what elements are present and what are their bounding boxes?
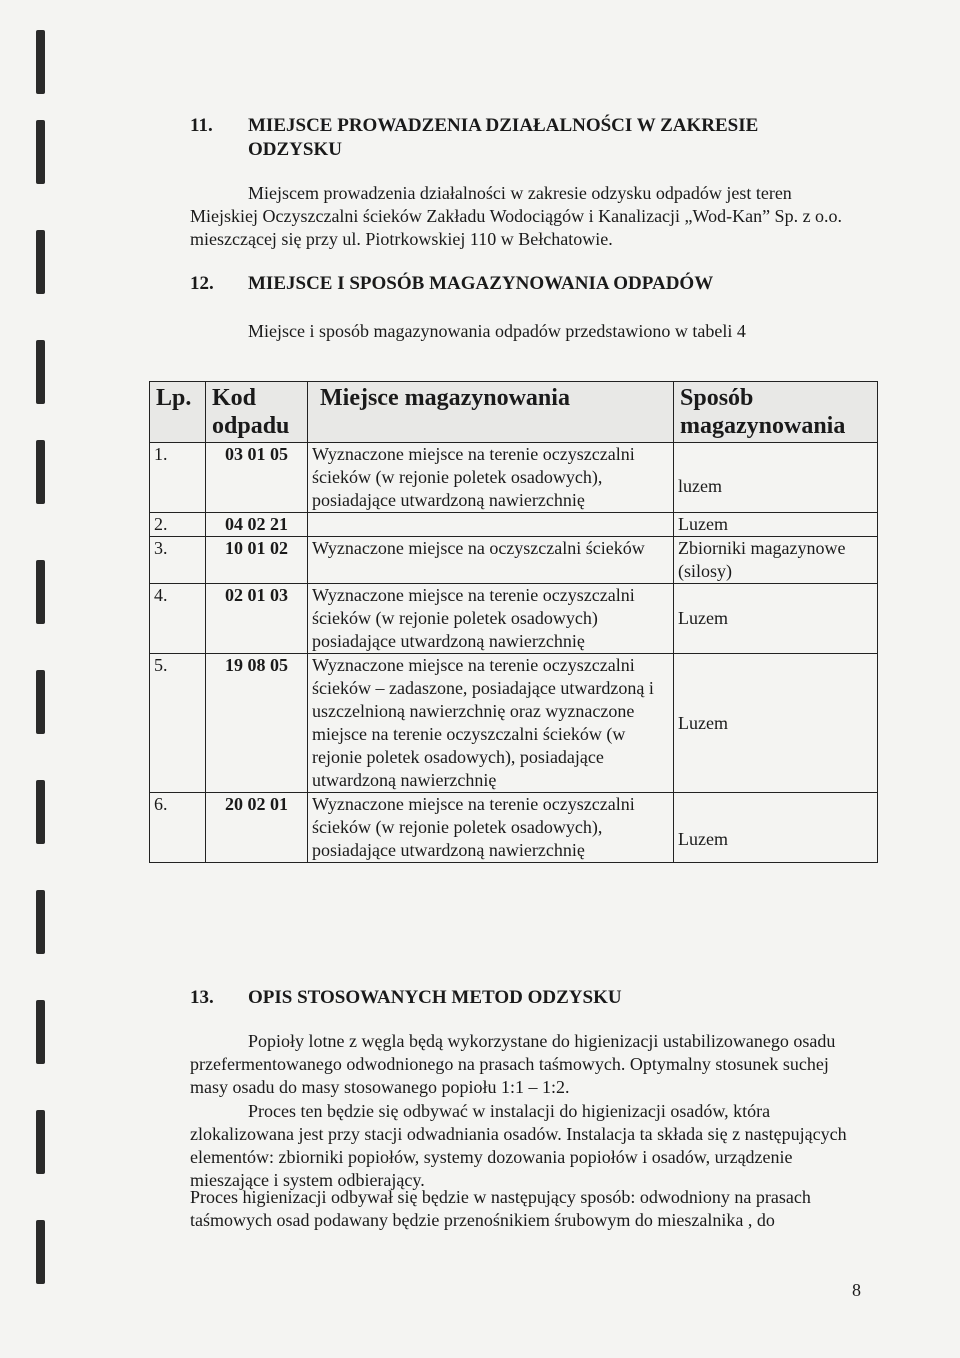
cell-lp: 5. xyxy=(150,654,206,793)
cell-lp: 1. xyxy=(150,443,206,513)
section-13-paragraph-2: Proces ten będzie się odbywać w instalacji do higienizacji osadów, która zlokalizowana jest przy stacji odwadniania osadów. Instalacja ta składa się z następujących elementów: zbiorniki popiołów, systemy dozowania popiołów i osadów, urządzenie mieszające i system odbierający. xyxy=(190,1101,847,1190)
section-number: 12. xyxy=(190,273,214,294)
cell-kod: 02 01 03 xyxy=(206,584,308,654)
section-number: 13. xyxy=(190,987,214,1008)
section-13-heading xyxy=(190,986,890,1010)
cell-miejsce xyxy=(308,513,674,537)
cell-kod: 20 02 01 xyxy=(206,793,308,863)
cell-miejsce: Wyznaczone miejsce na terenie oczyszczalni ścieków – zadaszone, posiadające utwardzoną i uszczelnioną nawierzchnię oraz wyznaczone miejsce na terenie oczyszczalni ścieków (w rejonie poletek osadowych), posiadające utwardzoną nawierzchnię xyxy=(308,654,674,793)
binding-hole xyxy=(36,440,45,504)
section-number: 11. xyxy=(190,115,213,136)
cell-lp: 6. xyxy=(150,793,206,863)
binding-hole xyxy=(36,1220,45,1284)
table-row xyxy=(150,513,878,537)
binding-hole xyxy=(36,120,45,184)
binding-hole xyxy=(36,30,45,94)
section-11-body: Miejscem prowadzenia działalności w zakresie odzysku odpadów jest teren Miejskiej Oczyszczalni ścieków Zakładu Wodociągów i Kanalizacji „Wod-Kan” Sp. z o.o. mieszczącej się przy ul. Piotrkowskiej 110 w Bełchatowie. xyxy=(190,183,843,249)
table-row xyxy=(150,793,878,863)
waste-storage-table xyxy=(149,381,878,863)
section-title: OPIS STOSOWANYCH METOD ODZYSKU xyxy=(248,987,622,1008)
binding-hole xyxy=(36,780,45,844)
cell-kod: 10 01 02 xyxy=(206,537,308,584)
table-row xyxy=(150,584,878,654)
binding-hole xyxy=(36,1000,45,1064)
section-12-heading xyxy=(190,272,890,296)
cell-lp: 3. xyxy=(150,537,206,584)
cell-miejsce: Wyznaczone miejsce na terenie oczyszczalni ścieków (w rejonie poletek osadowych) posiadające utwardzoną nawierzchnię xyxy=(308,584,674,654)
table-row xyxy=(150,443,878,513)
binding-hole xyxy=(36,890,45,954)
section-12-body: Miejsce i sposób magazynowania odpadów przedstawiono w tabeli 4 xyxy=(248,321,746,341)
page-number: 8 xyxy=(852,1280,861,1300)
section-11-heading xyxy=(190,114,890,162)
cell-kod: 04 02 21 xyxy=(206,513,308,537)
binding-hole xyxy=(36,230,45,294)
table-row xyxy=(150,654,878,793)
cell-sposob: Zbiorniki magazynowe (silosy) xyxy=(674,537,878,584)
section-13-paragraph-3: Proces higienizacji odbywał się będzie w następujący sposób: odwodniony na prasach taśmowych osad podawany będzie przenośnikiem śrubowym do mieszalnika , do xyxy=(190,1187,811,1230)
header-lp: Lp. xyxy=(150,382,206,443)
cell-miejsce: Wyznaczone miejsce na terenie oczyszczalni ścieków (w rejonie poletek osadowych), posiadające utwardzoną nawierzchnię xyxy=(308,793,674,863)
cell-miejsce: Wyznaczone miejsce na terenie oczyszczalni ścieków (w rejonie poletek osadowych), posiadające utwardzoną nawierzchnię xyxy=(308,443,674,513)
binding-hole xyxy=(36,1110,45,1174)
section-title: MIEJSCE PROWADZENIA DZIAŁALNOŚCI W ZAKRESIE ODZYSKU xyxy=(248,115,759,160)
cell-sposob: Luzem xyxy=(674,654,878,793)
header-sposob: Sposób magazynowania xyxy=(674,382,878,443)
binding-hole xyxy=(36,560,45,624)
cell-sposob: Luzem xyxy=(674,584,878,654)
table-row xyxy=(150,537,878,584)
section-title: MIEJSCE I SPOSÓB MAGAZYNOWANIA ODPADÓW xyxy=(248,273,714,294)
table-header-row xyxy=(150,382,878,443)
header-miejsce: Miejsce magazynowania xyxy=(308,382,674,443)
cell-sposob: luzem xyxy=(674,443,878,513)
cell-kod: 19 08 05 xyxy=(206,654,308,793)
cell-lp: 4. xyxy=(150,584,206,654)
cell-miejsce: Wyznaczone miejsce na oczyszczalni ścieków xyxy=(308,537,674,584)
cell-sposob: Luzem xyxy=(674,793,878,863)
cell-lp: 2. xyxy=(150,513,206,537)
cell-kod: 03 01 05 xyxy=(206,443,308,513)
binding-hole xyxy=(36,670,45,734)
binding-hole xyxy=(36,340,45,404)
cell-sposob: Luzem xyxy=(674,513,878,537)
section-13-paragraph-1: Popioły lotne z węgla będą wykorzystane do higienizacji ustabilizowanego osadu przefermentowanego odwodnionego na prasach taśmowych. Optymalny stosunek suchej masy osadu do masy stosowanego popiołu 1:1 – 1:2. xyxy=(190,1031,836,1097)
header-kod: Kod odpadu xyxy=(206,382,308,443)
